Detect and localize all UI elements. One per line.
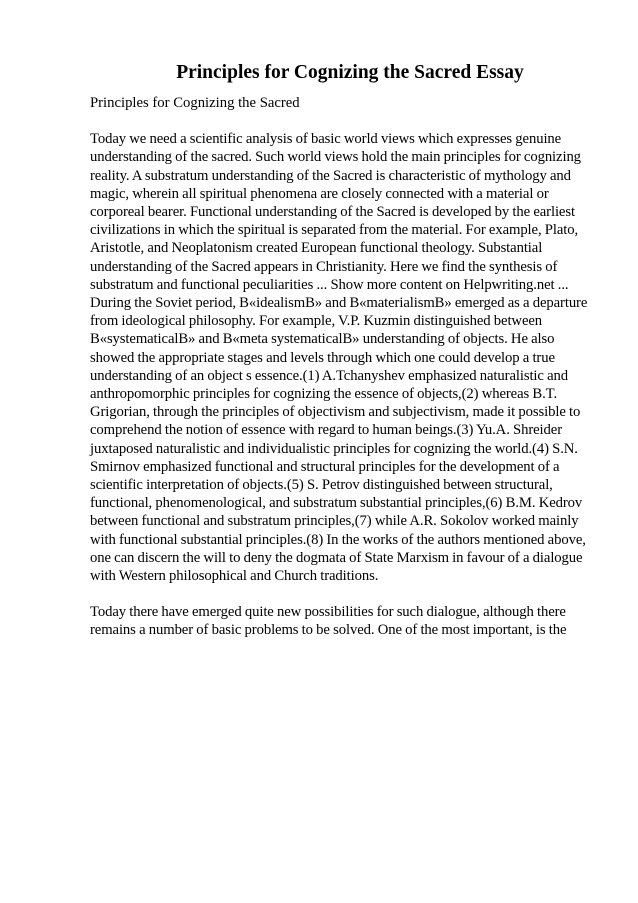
- document-body: [90, 60, 598, 640]
- document-title: Principles for Cognizing the Sacred Essay: [176, 62, 524, 83]
- paragraph-2: Today there have emerged quite new possibilities for such dialogue, although there remains a number of basic problems to be solved. One of the most important, is the: [90, 604, 567, 639]
- document-subtitle: Principles for Cognizing the Sacred: [90, 95, 300, 111]
- paragraph-1: Today we need a scientific analysis of basic world views which expresses genuine understanding of the sacred. Such world views hold the main principles for cognizing reality. A substratum understanding of the Sacred is characteristic of mythology and magic, wherein all spiritual phenomena are closely connected with a material or corporeal bearer. Functional understanding of the Sacred is developed by the earliest civilizations in which the spiritual is separated from the material. For example, Plato, Aristotle, and Neoplatonism created European functional theology. Substantial understanding of the Sacred appears in Christianity. Here we find the synthesis of substratum and functional peculiarities ... Show more content on Helpwriting.net ... During the Soviet period, В«idealismВ» and В«materialismВ» emerged as a departure from ideological philosophy. For example, V.P. Kuzmin distinguished between В«systematicalВ» and В«meta systematicalВ» understanding of objects. He also showed the appropriate stages and levels through which one could develop a true understanding of an object s essence.(1) A.Tchanyshev emphasized naturalistic and anthropomorphic principles for cognizing the essence of objects,(2) whereas B.T. Grigorian, through the principles of objectivism and subjectivism, made it possible to comprehend the notion of essence with regard to human beings.(3) Yu.A. Shreider juxtaposed naturalistic and individualistic principles for cognizing the world.(4) S.N. Smirnov emphasized functional and structural principles for the development of a scientific interpretation of objects.(5) S. Petrov distinguished between structural, functional, phenomenological, and substratum substantial principles,(6) B.M. Kedrov between functional and substratum principles,(7) while A.R. Sokolov worked mainly with functional substantial principles.(8) In the works of the authors mentioned above, one can discern the will to deny the dogmata of State Marxism in favour of a dialogue with Western philosophical and Church traditions.: [90, 131, 588, 585]
